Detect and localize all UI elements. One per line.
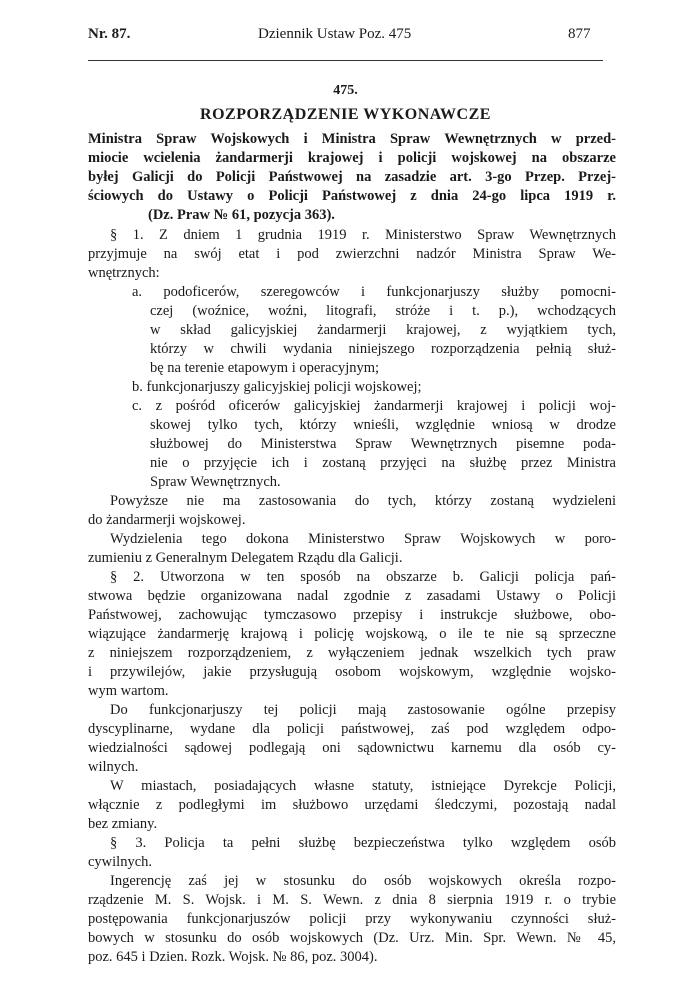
paragraph-line: do żandarmerji wojskowej. <box>88 512 246 528</box>
header-rule <box>88 60 603 61</box>
header-issue-number: Nr. 87. <box>88 26 131 42</box>
list-item-a-line: a. podoficerów, szeregowców i funkcjonarjuszy służby pomocni- <box>132 284 616 300</box>
section-2-line: stwowa będzie organizowana nadal zgodnie z zasadami Ustawy o Policji <box>88 588 616 604</box>
list-item-a-line: w skład galicyjskiej żandarmerji krajowej, z wyjątkiem tych, <box>150 322 616 338</box>
header-page-number: 877 <box>568 26 591 42</box>
list-item-c-line: skowej tylko tych, którzy wnieśli, względnie wniosą w drodze <box>150 417 616 433</box>
section-2-line: § 2. Utworzona w ten sposób na obszarze b. Galicji policja pań- <box>110 569 616 585</box>
paragraph-line: zumieniu z Generalnym Delegatem Rządu dla Galicji. <box>88 550 403 566</box>
position-number: 475. <box>333 83 358 98</box>
document-title: ROZPORZĄDZENIE WYKONAWCZE <box>200 106 491 123</box>
paragraph-line: Wydzielenia tego dokona Ministerstwo Spraw Wojskowych w poro- <box>110 531 616 547</box>
paragraph-line: W miastach, posiadających własne statuty, istniejące Dyrekcje Policji, <box>110 778 616 794</box>
subtitle-line: miocie wcielenia żandarmerji krajowej i policji wojskowej na obszarze <box>88 150 616 166</box>
paragraph-line: Powyższe nie ma zastosowania do tych, którzy zostaną wydzieleni <box>110 493 616 509</box>
paragraph-line: postępowania funkcjonarjuszów policji przy wykonywaniu czynności służ- <box>88 911 616 927</box>
section-2-line: Państwowej, zachowując tymczasowo przepisy i instrukcje służbowe, obo- <box>88 607 616 623</box>
list-item-c-line: Spraw Wewnętrznych. <box>150 474 281 490</box>
subtitle-line: byłej Galicji do Policji Państwowej na zasadzie art. 3-go Przep. Przej- <box>88 169 616 185</box>
paragraph-line: poz. 645 i Dzien. Rozk. Wojsk. № 86, poz. 3004). <box>88 949 378 965</box>
paragraph-line: bowych w stosunku do osób wojskowych (Dz. Urz. Min. Spr. Wewn. № 45, <box>88 930 616 946</box>
paragraph-line: dyscyplinarne, wydane dla policji państwowej, zaś pod względem odpo- <box>88 721 616 737</box>
header-journal-title: Dziennik Ustaw Poz. 475 <box>258 26 412 42</box>
section-2-line: wiązujące żandarmerję krajową i policję wojskową, o ile te nie są sprzeczne <box>88 626 616 642</box>
paragraph-line: Do funkcjonarjuszy tej policji mają zastosowanie ogólne przepisy <box>110 702 616 718</box>
paragraph-line: rządzenie M. S. Wojsk. i M. S. Wewn. z dnia 8 sierpnia 1919 r. o trybie <box>88 892 616 908</box>
subtitle-line: (Dz. Praw № 61, pozycja 363). <box>148 207 335 223</box>
list-item-a-line: bę na terenie etapowym i operacyjnym; <box>150 360 380 376</box>
paragraph-line: bez zmiany. <box>88 816 158 832</box>
list-item-a-line: czej (woźnice, woźni, litografi, stróże i t. p.), wchodzących <box>150 303 616 319</box>
section-3-line: cywilnych. <box>88 854 153 870</box>
list-item-c-line: nie o przyjęcie ich i zostaną przyjęci na służbę przez Ministra <box>150 455 616 471</box>
paragraph-line: Ingerencję zaś jej w stosunku do osób wojskowych określa rozpo- <box>110 873 616 889</box>
subtitle-line: Ministra Spraw Wojskowych i Ministra Spraw Wewnętrznych w przed- <box>88 131 616 147</box>
section-1-line: wnętrznych: <box>88 265 160 281</box>
list-item-a-line: którzy w chwili wydania niniejszego rozporządzenia pełnią służ- <box>150 341 616 357</box>
section-1-line: § 1. Z dniem 1 grudnia 1919 r. Ministerstwo Spraw Wewnętrznych <box>110 227 616 243</box>
list-item-c-line: służbowej do Ministerstwa Spraw Wewnętrznych pisemne poda- <box>150 436 616 452</box>
subtitle-line: ściowych do Ustawy o Policji Państwowej z dnia 24-go lipca 1919 r. <box>88 188 616 204</box>
paragraph-line: włącznie z podległymi im służbowo urzędami śledczymi, pozostają nadal <box>88 797 616 813</box>
section-2-line: i przywilejów, jakie przysługują osobom wojskowym, względnie wojsko- <box>88 664 616 680</box>
section-2-line: wym wartom. <box>88 683 169 699</box>
list-item-c-line: c. z pośród oficerów galicyjskiej żandarmerji krajowej i policji woj- <box>132 398 616 414</box>
paragraph-line: wiedzialności sądowej podlegają oni sądownictwu karnemu dla osób cy- <box>88 740 616 756</box>
section-1-line: przyjmuje na swój etat i pod zwierzchni nadzór Ministra Spraw We- <box>88 246 616 262</box>
section-3-line: § 3. Policja ta pełni służbę bezpieczeństwa tylko względem osób <box>110 835 616 851</box>
paragraph-line: wilnych. <box>88 759 139 775</box>
section-2-line: z niniejszem rozporządzeniem, z wyłączeniem jednak wszelkich tych praw <box>88 645 616 661</box>
list-item-b-line: b. funkcjonarjuszy galicyjskiej policji wojskowej; <box>132 379 422 395</box>
